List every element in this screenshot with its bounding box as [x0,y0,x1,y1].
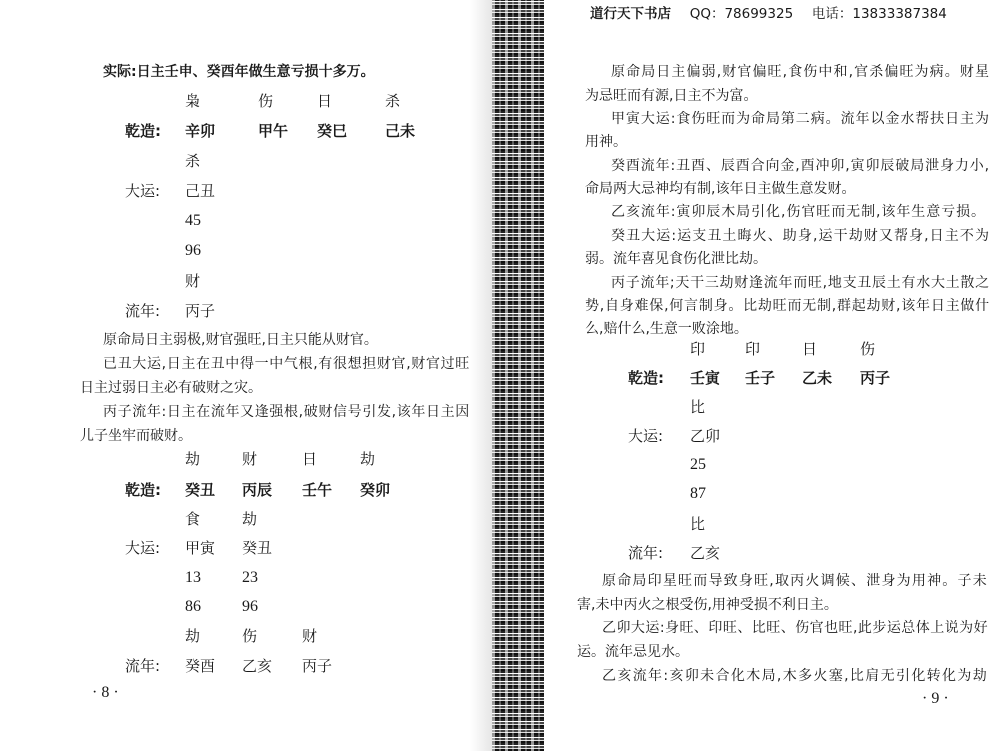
text-line: 日主过弱日主必有破财之灾。 [80,380,262,396]
liunian-god: 财 [185,272,201,290]
ten-god: 印 [690,340,706,358]
start-age: 13 [185,569,201,586]
liunian-label: 流年: [628,544,664,562]
start-age: 25 [690,456,706,473]
text-line: 害,未中丙火之根受伤,用神受损不利日主。 [577,597,838,613]
pillar: 丙辰 [242,481,273,499]
dayun-pillar: 乙卯 [690,427,721,445]
pillar: 壬午 [302,481,333,499]
liunian-god: 伤 [242,627,258,645]
text-line: 儿子坐牢而破财。 [80,428,192,444]
liunian-god: 财 [302,627,318,645]
ten-god: 日 [317,92,333,110]
liunian-god: 比 [690,515,706,533]
intro-line: 实际:日主壬申、癸酉年做生意亏损十多万。 [103,64,375,80]
pillar: 癸卯 [360,481,391,499]
text-line: 乙亥流年:亥卯未合化木局,木多火塞,比肩无引化转化为劫 [602,668,989,684]
dayun-label: 大运: [125,539,161,557]
dayun-label: 大运: [628,427,664,445]
start-age: 23 [242,569,258,586]
ten-god: 日 [302,450,318,468]
liunian-pillar: 乙亥 [690,544,721,562]
text-line: 原命局日主偏弱,财官偏旺,食伤中和,官杀偏旺为病。财星 [611,64,991,80]
shop-phone: 电话：13833387384 [811,6,947,22]
pillar: 癸巳 [317,122,348,140]
liunian-pillar: 丙子 [185,302,216,320]
dayun-pillar: 癸丑 [242,539,273,557]
liunian-pillar: 癸酉 [185,657,216,675]
ten-god: 劫 [360,450,376,468]
liunian-pillar: 乙亥 [242,657,273,675]
pillar: 辛卯 [185,122,216,140]
ten-god: 伤 [860,340,876,358]
text-line: 为忌旺而有源,日主不为富。 [585,88,758,104]
shop-name: 道行天下书店 [590,6,671,22]
ten-god: 枭 [185,92,201,110]
text-line: 乙卯大运:身旺、印旺、比旺、伤官也旺,此步运总体上说为好 [602,620,989,636]
start-year: 86 [185,598,201,615]
text-line: 甲寅大运:食伤旺而为命局第二病。流年以金水帮扶日主为 [611,111,990,127]
pillar: 壬子 [745,369,776,387]
start-age: 45 [185,212,201,229]
shop-header [590,2,947,22]
pillar: 壬寅 [690,369,721,387]
text-line: 运。流年忌见水。 [577,644,689,660]
text-line: 已丑大运,日主在丑中得一中气根,有很想担财官,财官过旺 [103,356,470,372]
shop-qq: QQ：78699325 [689,6,794,22]
pillar: 己未 [385,122,416,140]
text-line: 原命局日主弱极,财官强旺,日主只能从财官。 [103,332,378,348]
text-line: 势,自身难保,何言制身。比劫旺而无制,群起劫财,该年日主做什 [585,298,990,314]
dayun-god: 劫 [242,510,258,528]
qianzao-label: 乾造: [125,481,161,499]
dayun-label: 大运: [125,182,161,200]
text-line: 用神。 [585,134,627,150]
ten-god: 劫 [185,450,201,468]
ten-god: 杀 [385,92,401,110]
start-year: 96 [242,598,258,615]
qianzao-label: 乾造: [125,122,161,140]
dayun-god: 比 [690,398,706,416]
dayun-god: 食 [185,510,201,528]
text-line: 么,赔什么,生意一败涂地。 [585,321,748,337]
ten-god: 日 [802,340,818,358]
pillar: 癸丑 [185,481,216,499]
start-year: 87 [690,485,706,502]
liunian-god: 劫 [185,627,201,645]
text-line: 原命局印星旺而导致身旺,取丙火调候、泄身为用神。子未 [602,573,988,589]
text-line: 癸酉流年:丑酉、辰酉合向金,酉冲卯,寅卯辰破局泄身力小, [611,158,990,174]
dayun-pillar: 己丑 [185,182,216,200]
text-line: 丙子流年:日主在流年又逢强根,破财信号引发,该年日主因 [103,404,470,420]
dayun-pillar: 甲寅 [185,539,216,557]
book-binding-spine [492,0,544,751]
ten-god: 印 [745,340,761,358]
liunian-pillar: 丙子 [302,657,333,675]
text-line: 命局两大忌神均有制,该年日主做生意发财。 [585,181,856,197]
start-year: 96 [185,242,201,259]
page-number: · 8 · [92,684,119,701]
qianzao-label: 乾造: [628,369,664,387]
pillar: 丙子 [860,369,891,387]
page-number: · 9 · [922,690,949,707]
pillar: 乙未 [802,369,833,387]
liunian-label: 流年: [125,657,161,675]
liunian-label: 流年: [125,302,161,320]
text-line: 癸丑大运:运支丑土晦火、助身,运干劫财又帮身,日主不为 [611,228,991,244]
page-gutter-shadow [470,0,492,751]
text-line: 弱。流年喜见食伤化泄比劫。 [585,251,767,267]
text-line: 乙亥流年:寅卯辰木局引化,伤官旺而无制,该年生意亏损。 [611,204,986,220]
ten-god: 伤 [258,92,274,110]
dayun-god: 杀 [185,152,201,170]
ten-god: 财 [242,450,258,468]
pillar: 甲午 [258,122,289,140]
text-line: 丙子流年;天干三劫财逢流年而旺,地支丑辰土有水大土散之 [611,275,990,291]
